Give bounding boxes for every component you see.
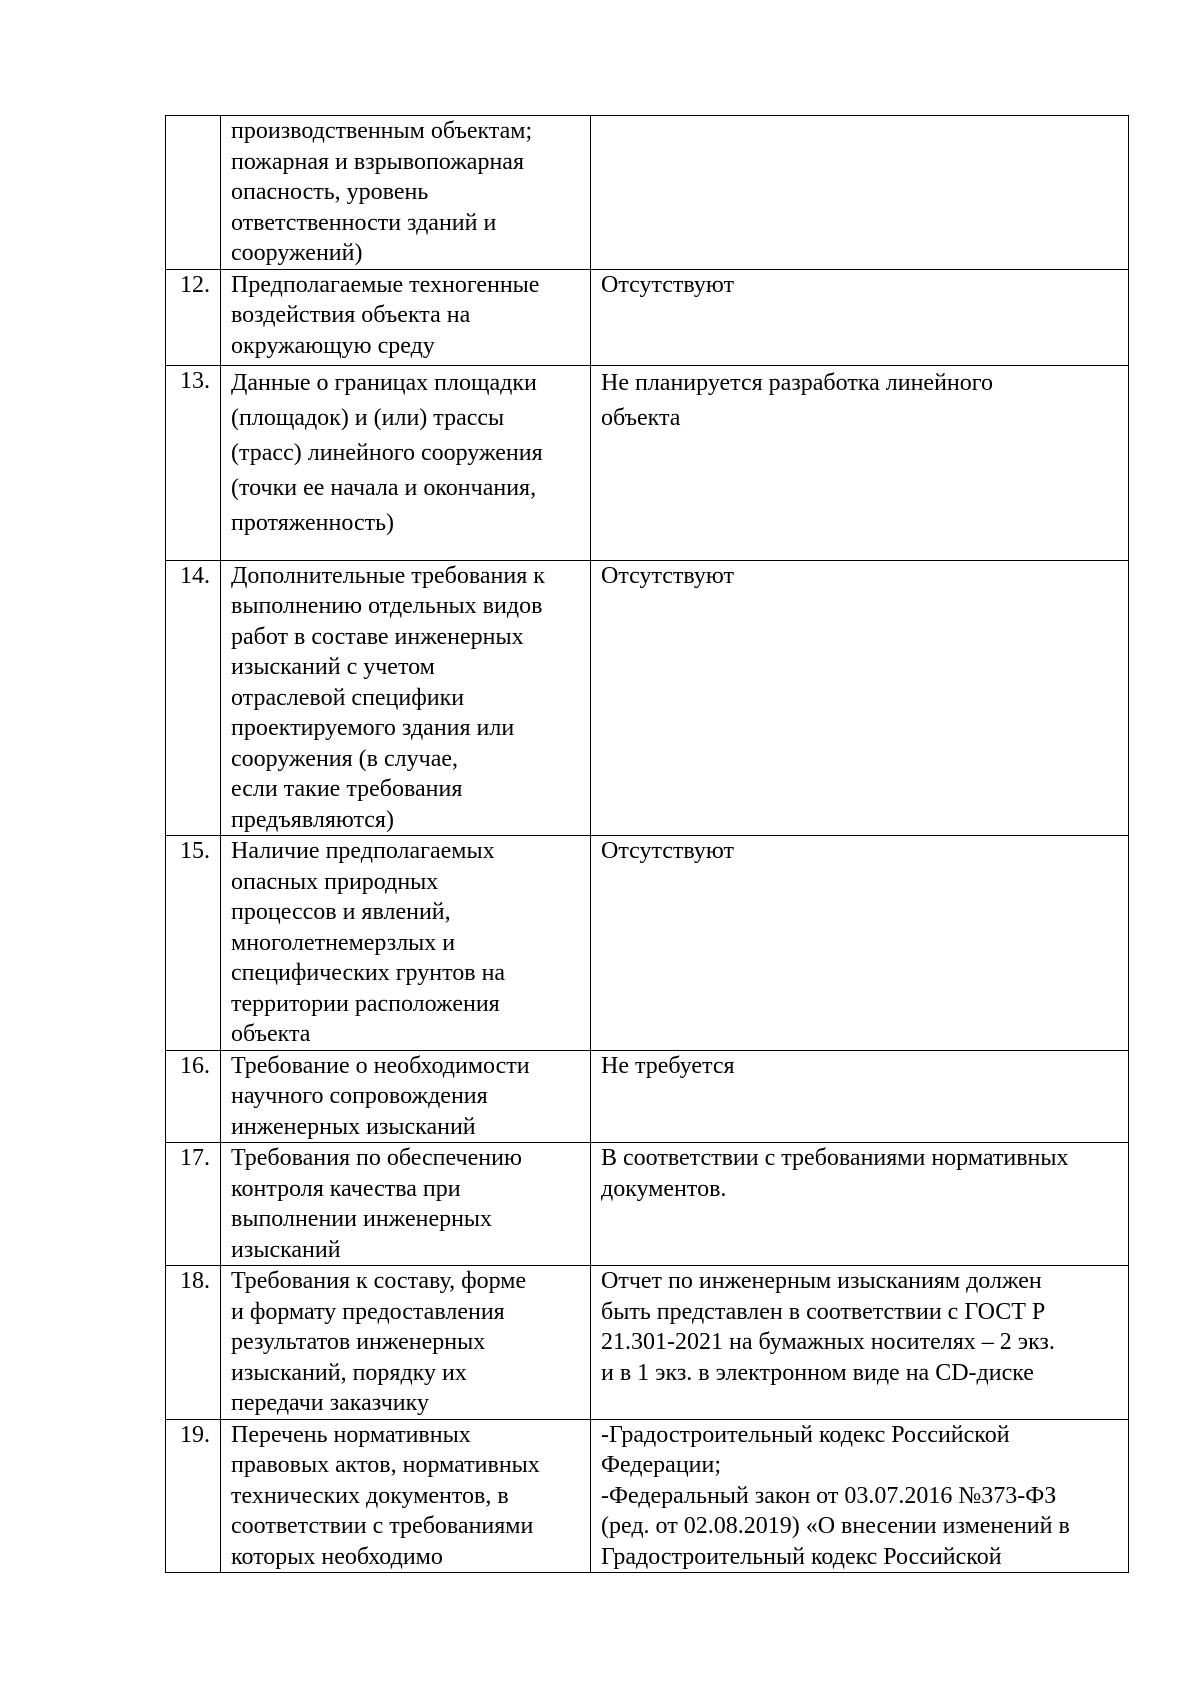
requirement-value: Не требуется: [591, 1050, 1129, 1143]
row-number: 12.: [166, 269, 221, 365]
requirement-name: производственным объектам; пожарная и взрывопожарная опасность, уровень ответственности зданий и сооружений): [221, 116, 591, 270]
table-row: [166, 269, 1129, 365]
requirement-value: Отсутствуют: [591, 836, 1129, 1051]
requirement-name: Дополнительные требования к выполнению отдельных видов работ в составе инженерных изысканий с учетом отраслевой специфики проектируемого здания или сооружения (в случае, если такие требования предъявляются): [221, 560, 591, 836]
table-row: [166, 1143, 1129, 1266]
requirement-name: Требование о необходимости научного сопровождения инженерных изысканий: [221, 1050, 591, 1143]
requirement-name: Требования к составу, форме и формату предоставления результатов инженерных изысканий, порядку их передачи заказчику: [221, 1266, 591, 1420]
requirement-name: Перечень нормативных правовых актов, нормативных технических документов, в соответствии с требованиями которых необходимо: [221, 1419, 591, 1573]
table-row: [166, 1419, 1129, 1573]
requirement-name: Данные о границах площадки (площадок) и (или) трассы (трасс) линейного сооружения (точки ее начала и окончания, протяженность): [221, 365, 591, 560]
table-row: [166, 1266, 1129, 1420]
requirement-name: Предполагаемые техногенные воздействия объекта на окружающую среду: [221, 269, 591, 365]
row-number: 14.: [166, 560, 221, 836]
row-number: 15.: [166, 836, 221, 1051]
row-number: 17.: [166, 1143, 221, 1266]
requirement-value: Не планируется разработка линейного объекта: [591, 365, 1129, 560]
table-row: [166, 365, 1129, 560]
row-number: 19.: [166, 1419, 221, 1573]
row-number: 13.: [166, 365, 221, 560]
row-number: [166, 116, 221, 270]
requirement-value: Отчет по инженерным изысканиям должен быть представлен в соответствии с ГОСТ Р 21.301-2021 на бумажных носителях – 2 экз. и в 1 экз. в электронном виде на CD-диске: [591, 1266, 1129, 1420]
requirement-value: В соответствии с требованиями нормативных документов.: [591, 1143, 1129, 1266]
row-number: 16.: [166, 1050, 221, 1143]
requirement-value: [591, 116, 1129, 270]
requirement-value: Отсутствуют: [591, 560, 1129, 836]
requirement-name: Требования по обеспечению контроля качества при выполнении инженерных изысканий: [221, 1143, 591, 1266]
requirement-name: Наличие предполагаемых опасных природных процессов и явлений, многолетнемерзлых и специфических грунтов на территории расположения объекта: [221, 836, 591, 1051]
table-row: [166, 116, 1129, 270]
requirements-table: [165, 115, 1129, 1573]
table-row: [166, 560, 1129, 836]
table-row: [166, 1050, 1129, 1143]
row-number: 18.: [166, 1266, 221, 1420]
table-row: [166, 836, 1129, 1051]
requirement-value: -Градостроительный кодекс Российской Федерации; -Федеральный закон от 03.07.2016 №373-ФЗ (ред. от 02.08.2019) «О внесении изменений в Градостроительный кодекс Российской: [591, 1419, 1129, 1573]
requirement-value: Отсутствуют: [591, 269, 1129, 365]
